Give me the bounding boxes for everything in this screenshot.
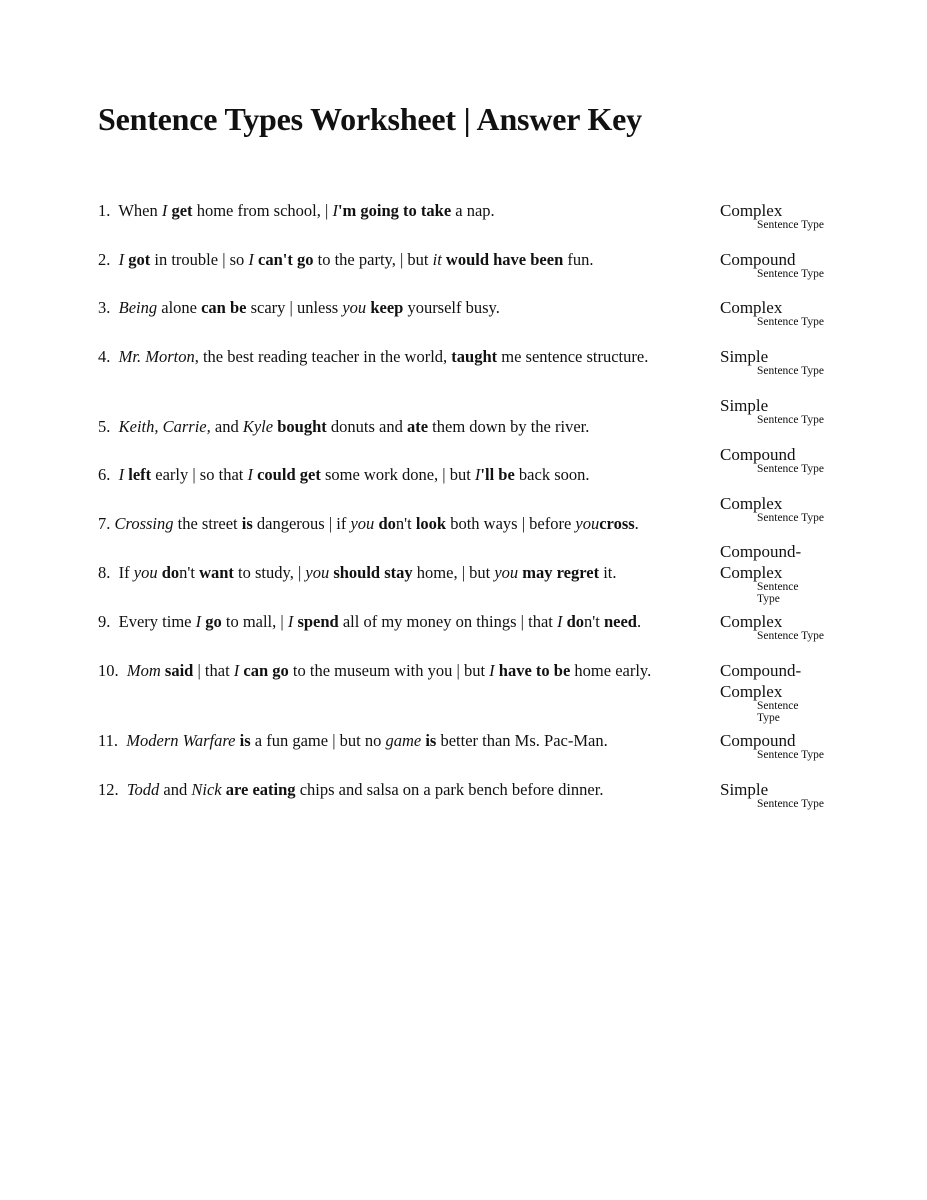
question-10-answer [720,660,820,724]
sentence-segment: . [634,514,639,533]
sentence-segment: them down by the river. [428,417,590,436]
question-8-sentence [98,562,708,583]
sentence-segment: to study, | [233,563,306,582]
sentence-segment: n't [179,563,200,582]
sentence-segment: | that [193,661,234,680]
sentence-segment: 9. Every time [98,612,196,631]
question-6-answer [720,444,860,475]
verb-segment: 'll be [480,465,515,484]
sentence-segment: 12. [98,780,127,799]
subject-segment: Mr. Morton [118,347,195,366]
subject-segment: you [494,563,519,582]
verb-segment: taught [451,347,498,366]
question-10-sentence [98,660,678,681]
sentence-segment: back soon. [514,465,590,484]
subject-segment: Nick [191,780,222,799]
verb-segment: got [128,250,151,269]
question-5-answer [720,395,860,426]
subject-segment: Mom [126,661,161,680]
verb-segment: can't go [258,250,314,269]
sentence-segment: in trouble | so [150,250,249,269]
verb-segment: 'm going to take [337,201,452,220]
question-12-sentence [98,779,708,800]
verb-segment: keep [370,298,404,317]
verb-segment: cross [599,514,635,533]
verb-segment: look [415,514,447,533]
sentence-segment: , the best reading teacher in the world, [194,347,452,366]
verb-segment: spend [297,612,339,631]
question-5-sentence [98,416,708,437]
verb-segment: should stay [333,563,413,582]
verb-segment: would have been [445,250,564,269]
answer-value: Compound-Complex [720,542,802,582]
verb-segment: can be [201,298,247,317]
answer-value: Compound [720,250,796,269]
subject-segment: I [489,661,495,680]
sentence-segment: 4. [98,347,119,366]
sentence-segment: 5. [98,417,119,436]
sentence-segment: 11. [98,731,127,750]
sentence-segment: donuts and [326,417,407,436]
sentence-segment: chips and salsa on a park bench before dinner. [295,780,604,799]
answer-label: Sentence Type [757,365,825,377]
question-1-sentence [98,200,708,221]
question-12-answer [720,779,860,810]
sentence-segment: to mall, | [221,612,288,631]
subject-segment: I [332,201,338,220]
question-11-sentence [98,730,708,751]
sentence-segment: n't [395,514,416,533]
subject-segment: I [556,612,563,631]
subject-segment: I [118,465,125,484]
subject-segment: Kyle [242,417,274,436]
subject-segment: I [195,612,202,631]
verb-segment: do [566,612,585,631]
answer-label: Sentence Type [757,268,825,280]
sentence-segment: alone [157,298,202,317]
sentence-segment: 8. If [98,563,134,582]
verb-segment: do [161,563,180,582]
verb-segment: may regret [522,563,600,582]
sentence-segment: and [159,780,192,799]
question-9-answer [720,611,860,642]
subject-segment: I [474,465,481,484]
subject-segment: I [118,250,125,269]
verb-segment: can go [243,661,289,680]
question-2-sentence [98,249,708,270]
sentence-segment: dangerous | if [252,514,351,533]
sentence-segment: yourself busy. [403,298,500,317]
sentence-segment: home from school, | [192,201,333,220]
subject-segment: it [432,250,442,269]
sentence-segment: 10. [98,661,127,680]
sentence-segment: scary | unless [246,298,343,317]
answer-value: Complex [720,298,783,317]
answer-label: Sentence Type [757,512,825,524]
verb-segment: left [128,465,152,484]
subject-segment: I [287,612,294,631]
verb-segment: need [603,612,637,631]
answer-value: Compound [720,445,796,464]
subject-segment: Modern Warfare [126,731,236,750]
question-1-answer [720,200,860,231]
answer-value: Compound-Complex [720,661,802,701]
answer-label: Sentence Type [757,316,825,328]
answer-label: Sentence Type [757,630,825,642]
answer-value: Complex [720,201,783,220]
question-11-answer [720,730,860,761]
answer-value: Simple [720,396,769,415]
sentence-segment: it. [599,563,617,582]
answer-value: Simple [720,780,769,799]
sentence-segment: 6. [98,465,119,484]
verb-segment: want [199,563,234,582]
sentence-segment: the street [173,514,242,533]
subject-segment: I [161,201,168,220]
sentence-segment: a nap. [451,201,495,220]
question-4-sentence [98,346,658,367]
verb-segment: could get [257,465,321,484]
answer-label: Sentence Type [757,700,799,724]
sentence-segment: 1. When [98,201,162,220]
sentence-segment: to the museum with you | but [288,661,490,680]
answer-label: Sentence Type [757,749,825,761]
question-9-sentence [98,611,708,632]
verb-segment: do [378,514,396,533]
answer-value: Simple [720,347,769,366]
question-2-answer [720,249,860,280]
verb-segment: go [205,612,222,631]
subject-segment: Keith, Carrie, [118,417,211,436]
question-8-answer [720,541,820,605]
verb-segment: are eating [225,780,296,799]
verb-segment: ate [406,417,429,436]
sentence-segment: all of my money on things | that [338,612,557,631]
answer-label: Sentence Type [757,414,825,426]
subject-segment: you [133,563,158,582]
subject-segment: Crossing [114,514,174,533]
subject-segment: Being [118,298,158,317]
sentence-segment: me sentence structure. [497,347,649,366]
sentence-segment: and [210,417,243,436]
sentence-segment: fun. [563,250,594,269]
sentence-segment: better than Ms. Pac-Man. [436,731,608,750]
verb-segment: have to be [498,661,571,680]
subject-segment: game [385,731,422,750]
subject-segment: you [575,514,600,533]
page-title: Sentence Types Worksheet | Answer Key [98,101,642,137]
answer-label: Sentence Type [757,219,825,231]
question-7-sentence [98,513,708,534]
question-7-answer [720,493,860,524]
subject-segment: I [248,250,254,269]
answer-value: Complex [720,494,783,513]
sentence-segment: early | so that [151,465,248,484]
question-4-answer [720,346,860,377]
verb-segment: is [241,514,253,533]
subject-segment: I [247,465,253,484]
verb-segment: is [425,731,437,750]
subject-segment: you [305,563,330,582]
question-6-sentence [98,464,708,485]
sentence-segment: . [636,612,642,631]
sentence-segment: 7. [98,514,115,533]
verb-segment: bought [277,417,327,436]
sentence-segment: n't [584,612,604,631]
question-3-answer [720,297,860,328]
sentence-segment: to the party, | but [313,250,433,269]
subject-segment: you [350,514,375,533]
question-3-sentence [98,297,708,318]
sentence-segment: 2. [98,250,119,269]
verb-segment: said [164,661,194,680]
subject-segment: I [233,661,240,680]
answer-label: Sentence Type [757,463,825,475]
sentence-segment: both ways | before [446,514,576,533]
answer-value: Complex [720,612,783,631]
answer-value: Compound [720,731,796,750]
subject-segment: you [342,298,367,317]
sentence-segment: home early. [570,661,652,680]
subject-segment: Todd [126,780,160,799]
verb-segment: get [171,201,193,220]
sentence-segment: some work done, | but [320,465,475,484]
sentence-segment: home, | but [412,563,495,582]
answer-label: Sentence Type [757,798,825,810]
sentence-segment: 3. [98,298,119,317]
sentence-segment: a fun game | but no [250,731,386,750]
verb-segment: is [239,731,251,750]
answer-label: Sentence Type [757,581,799,605]
